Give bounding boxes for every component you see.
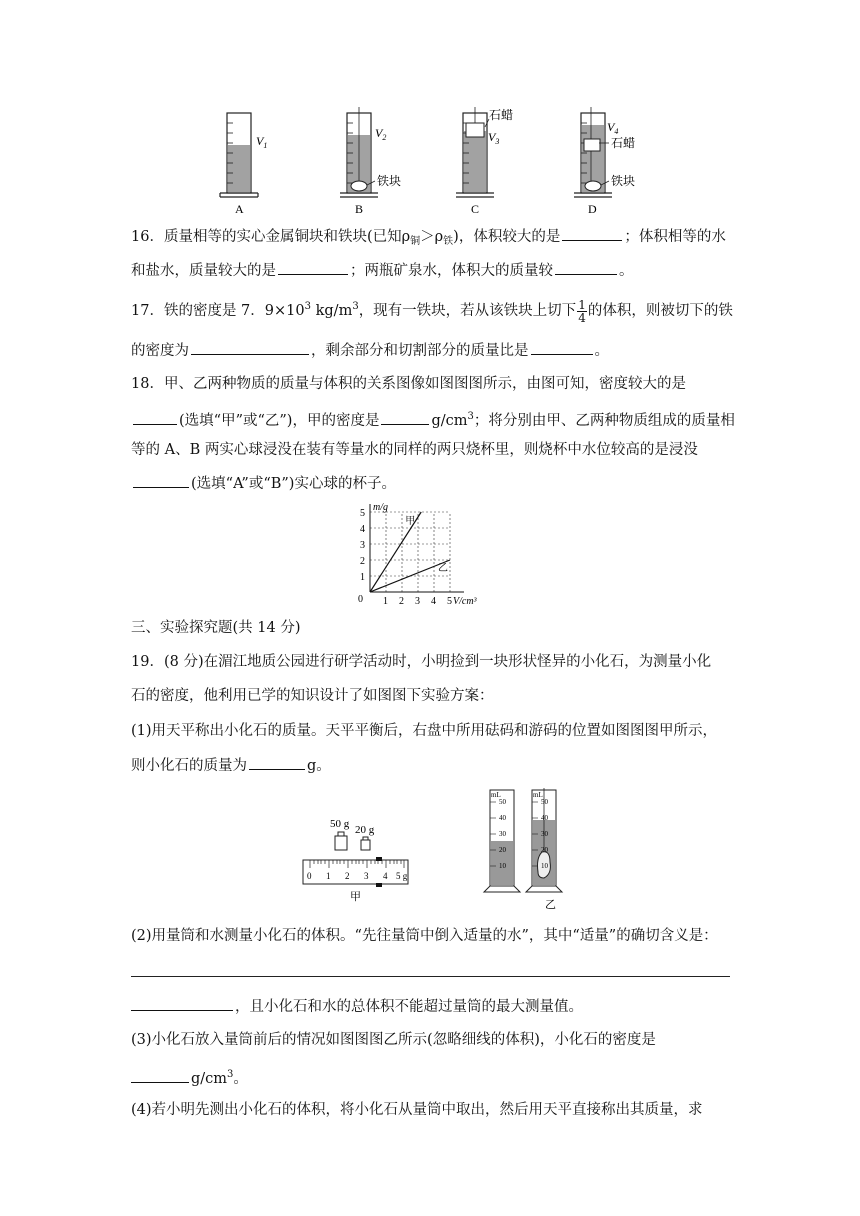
scale-label: 0 bbox=[307, 871, 312, 881]
tick-label: 50 bbox=[541, 798, 548, 806]
q19-p2-line3: ，且小化石和水的总体积不能超过量筒的最大测量值。 bbox=[131, 996, 731, 1017]
scale-label: 5 g bbox=[396, 871, 408, 881]
q17-line2: 的密度为 ，剩余部分和切割部分的质量比是 。 bbox=[131, 340, 731, 361]
balance-figure bbox=[300, 808, 412, 904]
y-tick-label: 2 bbox=[360, 556, 365, 567]
section-title: 三、实验探究题(共 14 分) bbox=[131, 620, 301, 636]
scale-beam bbox=[303, 860, 408, 884]
svg-text:V2 bbox=[375, 126, 386, 142]
q19-p4-line1: (4)若小明先测出小化石的体积，将小化石从量筒中取出，然后用天平直接称出其质量，求 bbox=[131, 1102, 703, 1118]
tick-label: 50 bbox=[499, 798, 506, 806]
ml-label: mL bbox=[491, 791, 501, 799]
series-label: 甲 bbox=[405, 516, 416, 527]
q19-intro2: 石的密度，他利用已学的知识设计了如图图下实验方案： bbox=[131, 688, 494, 704]
tick-label: 30 bbox=[541, 830, 548, 838]
q18-line3: 等的 A、B 两实心球浸没在装有等量水的同样的两只烧杯里，则烧杯中水位较高的是浸没 bbox=[131, 442, 698, 458]
wax-label-d: 石蜡 bbox=[611, 136, 636, 150]
x-tick-label: 4 bbox=[431, 596, 436, 607]
answer-blank[interactable] bbox=[133, 473, 189, 488]
tick-label: 40 bbox=[499, 814, 506, 822]
rider-bottom bbox=[376, 883, 382, 887]
weight-50g bbox=[335, 836, 347, 850]
q17-line1: 17．铁的密度是 7．$9\times 10^3$ $kg/m^3$，现有一铁块，若从该铁块上切下 $\frac{1}{4}$ 的体积，则被切下的铁 bbox=[131, 297, 733, 325]
q18-line2: (选填“甲”或“乙”)，甲的密度是 $g/cm^3$；将分别由甲、乙两种物质组成的质量相 bbox=[131, 407, 731, 431]
figure-yi-label: 乙 bbox=[545, 899, 556, 910]
y-tick-label: 1 bbox=[360, 572, 365, 583]
tick-label: 20 bbox=[541, 846, 548, 854]
tick-label: 10 bbox=[499, 862, 506, 870]
label-a: A bbox=[235, 202, 244, 216]
q19-p2-line1: (2)用量筒和水测量小化石的体积。“先往量筒中倒入适量的水”，其中“适量”的确切含义是： bbox=[131, 928, 718, 944]
v1-label: V bbox=[256, 134, 264, 148]
iron-label-d: 铁块 bbox=[611, 174, 636, 188]
v2-sub: 2 bbox=[382, 133, 387, 142]
q19-p1-line2: 则小化石的质量为 g。 bbox=[131, 755, 731, 776]
svg-text:V4 bbox=[607, 120, 618, 136]
answer-blank[interactable] bbox=[278, 260, 348, 275]
scale-label: 1 bbox=[326, 871, 331, 881]
v3-label: V bbox=[488, 130, 496, 144]
figure-jia-label: 甲 bbox=[350, 891, 361, 903]
q16-line1: 16．质量相等的实心金属铜块和铁块(已知$\rho_铜>\rho_铁$)，体积较大的是 ；体积相等的水 bbox=[131, 226, 731, 252]
x-axis-label: V/cm³ bbox=[453, 596, 477, 607]
answer-blank[interactable] bbox=[131, 1068, 189, 1083]
answer-blank[interactable] bbox=[133, 410, 177, 425]
answer-blank[interactable] bbox=[531, 340, 593, 355]
q18-line4: (选填“A”或“B”)实心球的杯子。 bbox=[131, 473, 731, 494]
label-d: D bbox=[588, 202, 597, 216]
y-tick-label: 3 bbox=[360, 540, 365, 551]
answer-blank[interactable] bbox=[555, 260, 617, 275]
answer-blank[interactable] bbox=[381, 410, 429, 425]
measuring-cylinders-figure bbox=[480, 786, 570, 910]
fraction-one-quarter: $\frac{1}{4}$ bbox=[578, 297, 586, 325]
scale-label: 2 bbox=[345, 871, 350, 881]
mass-volume-chart bbox=[350, 500, 510, 608]
answer-blank[interactable] bbox=[131, 996, 233, 1011]
v1-sub: 1 bbox=[263, 141, 268, 150]
tick-label: 20 bbox=[499, 846, 506, 854]
scale-label: 4 bbox=[383, 871, 388, 881]
v4-sub: 4 bbox=[614, 127, 619, 136]
label-c: C bbox=[471, 202, 480, 216]
answer-line[interactable] bbox=[131, 976, 730, 977]
answer-blank[interactable] bbox=[191, 340, 309, 355]
rider-top bbox=[376, 857, 382, 861]
answer-blank[interactable] bbox=[249, 755, 305, 770]
v2-label: V bbox=[375, 126, 383, 140]
iron-label-b: 铁块 bbox=[377, 174, 402, 188]
y-axis-label: m/g bbox=[373, 502, 388, 513]
tick-label: 10 bbox=[541, 862, 548, 870]
ml-label: mL bbox=[533, 791, 543, 799]
wax-label-c: 石蜡 bbox=[489, 108, 514, 122]
weight-20g bbox=[361, 840, 370, 850]
x-tick-label: 2 bbox=[399, 596, 404, 607]
svg-text:V3 bbox=[488, 130, 499, 146]
q18-line1: 18．甲、乙两种物质的质量与体积的关系图像如图图图所示，由图可知，密度较大的是 bbox=[131, 376, 686, 392]
x-tick-label: 1 bbox=[383, 596, 388, 607]
v4-label: V bbox=[607, 120, 615, 134]
q19-intro1: 19．(8 分)在湄江地质公园进行研学活动时，小明捡到一块形状怪异的小化石，为测量小化 bbox=[131, 654, 712, 670]
series-label: 乙 bbox=[438, 563, 448, 574]
q19-p1-line1: (1)用天平称出小化石的质量。天平平衡后，右盘中所用砝码和游码的位置如图图图甲所示， bbox=[131, 723, 718, 739]
label-b: B bbox=[355, 202, 364, 216]
q16-line2: 和盐水，质量较大的是 ；两瓶矿泉水，体积大的质量较 。 bbox=[131, 260, 731, 281]
x-tick-label: 3 bbox=[415, 596, 420, 607]
q19-p3-line1: (3)小化石放入量筒前后的情况如图图图乙所示(忽略细线的体积)，小化石的密度是 bbox=[131, 1032, 656, 1048]
tick-label: 40 bbox=[541, 814, 548, 822]
q19-p3-line2: $g/cm^3$。 bbox=[131, 1065, 731, 1089]
svg-text:V1 bbox=[256, 134, 267, 150]
cylinders-figure bbox=[215, 105, 655, 217]
x-tick-label: 5 bbox=[447, 596, 452, 607]
scale-label: 3 bbox=[364, 871, 369, 881]
tick-label: 30 bbox=[499, 830, 506, 838]
v3-sub: 3 bbox=[495, 137, 500, 146]
weight-20g-label: 20 g bbox=[355, 824, 375, 836]
weight-50g-label: 50 g bbox=[330, 818, 350, 830]
origin-label: 0 bbox=[358, 594, 363, 605]
y-tick-label: 4 bbox=[360, 524, 365, 535]
answer-blank[interactable] bbox=[562, 226, 622, 241]
y-tick-label: 5 bbox=[360, 508, 365, 519]
